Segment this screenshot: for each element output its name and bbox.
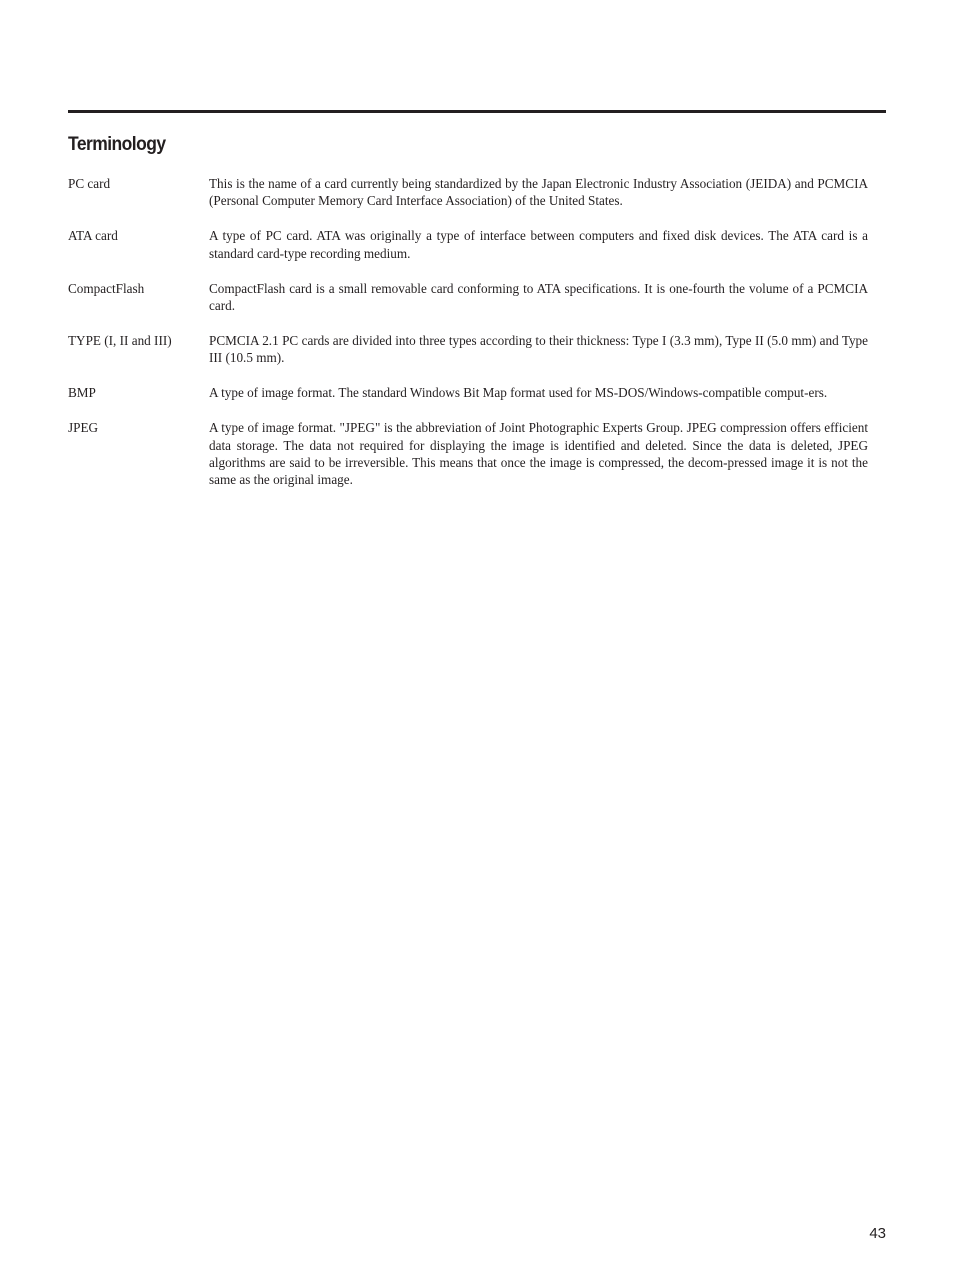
term-row-compactflash [68,280,868,315]
header-rule [68,110,886,113]
term-definition: PCMCIA 2.1 PC cards are divided into three types according to their thickness: Type I (3.3 mm), Type II (5.0 mm) and Type III (10.5 mm). [209,332,868,366]
term-definition: This is the name of a card currently being standardized by the Japan Electronic Industry Association (JEIDA) and PCMCIA (Personal Computer Memory Card Interface Association) of the United States. [209,176,868,209]
term-row-bmp [68,384,868,401]
page-title: Terminology [68,134,166,155]
term-row-pc-card [68,175,868,210]
term-row-type [68,332,868,367]
term-name: ATA card [68,228,118,244]
term-name: JPEG [68,420,99,436]
term-name: TYPE (I, II and III) [68,332,172,348]
term-name: PC card [68,176,111,191]
term-definition: A type of image format. The standard Windows Bit Map format used for MS-DOS/Windows-compatible comput-ers. [209,385,828,401]
terminology-list [68,175,868,506]
term-definition: CompactFlash card is a small removable card conforming to ATA specifications. It is one-fourth the volume of a PCMCIA card. [209,280,868,314]
term-definition: A type of PC card. ATA was originally a type of interface between computers and fixed disk devices. The ATA card is a standard card-type recording medium. [209,228,868,261]
term-name: BMP [68,385,96,401]
term-name: CompactFlash [68,280,145,296]
term-definition: A type of image format. "JPEG" is the abbreviation of Joint Photographic Experts Group. JPEG compression offers efficient data storage. The data not required for displaying the image is identified and deleted. Since the data is deleted, JPEG algorithms are said to be irreversible. This means that once the image is compressed, the decom-pressed image it is not the same as the original image. [209,420,868,488]
term-row-ata-card [68,227,868,262]
term-row-jpeg [68,419,868,489]
page-number: 43 [869,1225,886,1242]
